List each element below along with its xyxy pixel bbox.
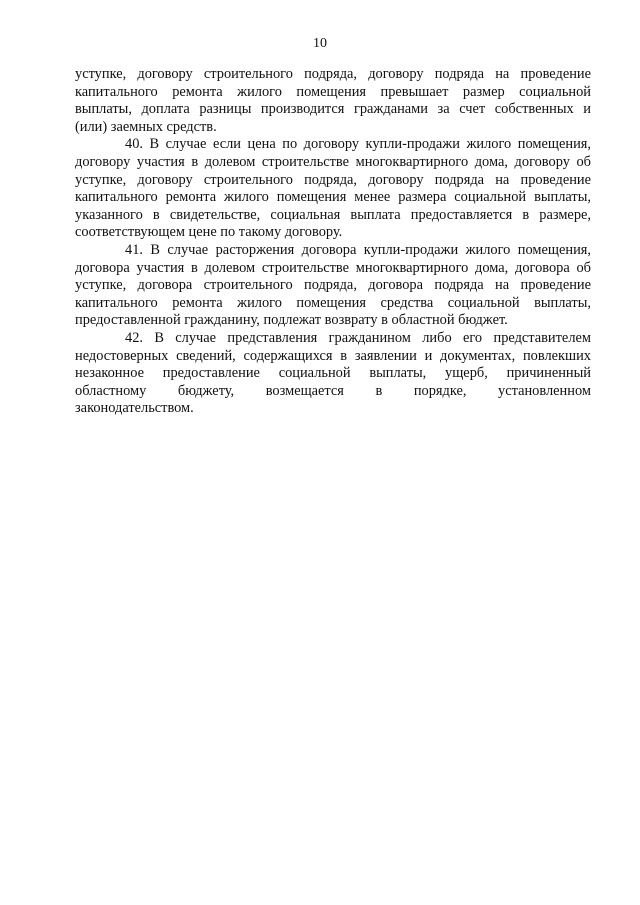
text-line: 41. В случае расторжения договора купли-продажи жилого помещения, — [125, 241, 591, 258]
text-line: недостоверных сведений, содержащихся в заявлении и документах, повлекших — [75, 347, 591, 364]
text-line: (или) заемных средств. — [75, 118, 217, 135]
document-body — [75, 66, 591, 418]
text-line: договору участия в долевом строительстве многоквартирного дома, договору об — [75, 153, 591, 170]
text-line: 40. В случае если цена по договору купли-продажи жилого помещения, — [125, 136, 591, 153]
text-line: незаконное предоставление социальной выплаты, ущерб, причиненный — [75, 365, 591, 382]
text-line: областному бюджету, возмещается в порядке, установленном — [75, 382, 591, 399]
paragraph-continuation — [75, 66, 591, 136]
text-line: указанного в свидетельстве, социальная выплата предоставляется в размере, — [75, 206, 591, 223]
text-line: капитального ремонта жилого помещения средства социальной выплаты, — [75, 294, 591, 311]
text-line: предоставленной гражданину, подлежат возврату в областной бюджет. — [75, 312, 508, 329]
text-line: капитального ремонта жилого помещения менее размера социальной выплаты, — [75, 189, 591, 206]
paragraph-40 — [75, 136, 591, 242]
text-line: уступке, договора строительного подряда, договора подряда на проведение — [75, 277, 591, 294]
text-line: уступке, договору строительного подряда, договору подряда на проведение — [75, 66, 591, 82]
text-line: уступке, договору строительного подряда, договору подряда на проведение — [75, 171, 591, 188]
text-line: договора участия в долевом строительстве многоквартирного дома, договора об — [75, 259, 591, 276]
text-line: капитального ремонта жилого помещения превышает размер социальной — [75, 83, 591, 100]
text-line: соответствующем цене по такому договору. — [75, 224, 343, 241]
page-number: 10 — [313, 36, 327, 51]
text-line: 42. В случае представления гражданином либо его представителем — [125, 329, 591, 346]
text-line: законодательством. — [75, 400, 194, 417]
text-line: выплаты, доплата разницы производится гражданами за счет собственных и — [75, 101, 591, 118]
paragraph-41 — [75, 242, 591, 330]
paragraph-42 — [75, 330, 591, 418]
